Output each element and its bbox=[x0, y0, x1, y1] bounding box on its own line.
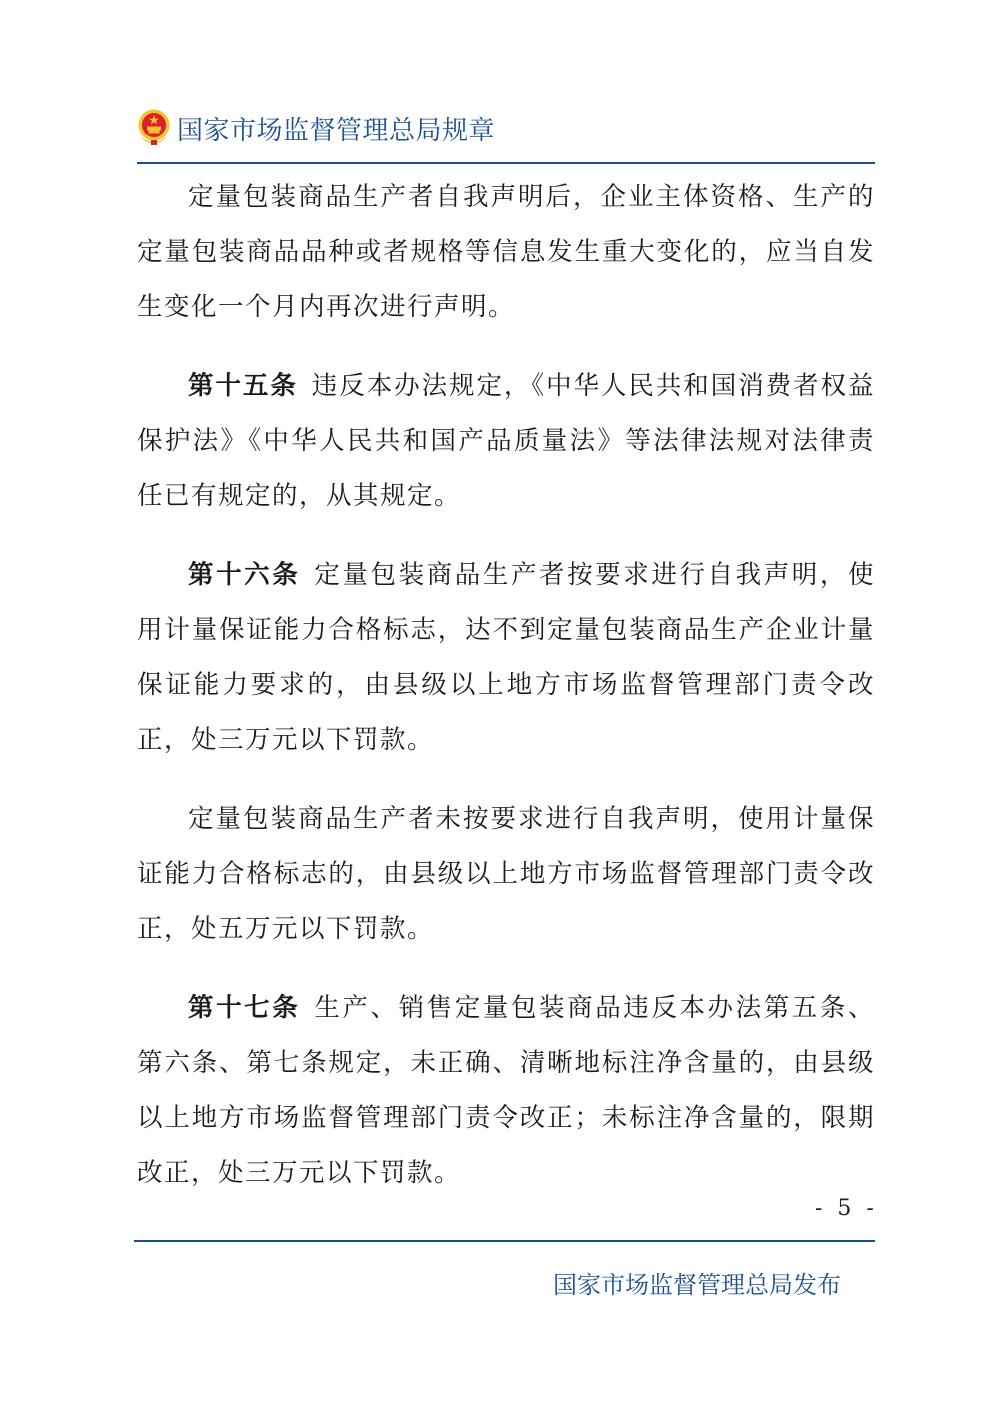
article-number: 第十七条 bbox=[188, 993, 301, 1023]
article-number: 第十六条 bbox=[188, 560, 301, 590]
page-number: - 5 - bbox=[815, 1196, 878, 1221]
paragraph-text: 定量包装商品生产者按要求进行自我声明，使用计量保证能力合格标志，达不到定量包装商品生产企业计量保证能力要求的，由县级以上地方市场监督管理部门责令改正，处三万元以下罚款。 bbox=[137, 560, 875, 755]
article-17 bbox=[137, 981, 875, 1201]
paragraph bbox=[137, 792, 875, 957]
document-body bbox=[137, 170, 875, 1225]
paragraph bbox=[137, 170, 875, 335]
article-16 bbox=[137, 548, 875, 768]
page-header bbox=[137, 104, 875, 160]
footer-publisher: 国家市场监督管理总局发布 bbox=[553, 1271, 841, 1299]
article-15 bbox=[137, 359, 875, 524]
header-divider bbox=[137, 162, 875, 164]
paragraph-text: 违反本办法规定，《中华人民共和国消费者权益保护法》《中华人民共和国产品质量法》等法律法规对法律责任已有规定的，从其规定。 bbox=[137, 371, 875, 511]
article-number: 第十五条 bbox=[188, 371, 298, 401]
footer-divider bbox=[134, 1240, 875, 1242]
header-title: 国家市场监督管理总局规章 bbox=[177, 116, 496, 146]
national-emblem-icon bbox=[137, 108, 171, 146]
paragraph-text: 定量包装商品生产者未按要求进行自我声明，使用计量保证能力合格标志的，由县级以上地方市场监督管理部门责令改正，处五万元以下罚款。 bbox=[137, 804, 875, 944]
paragraph-text: 生产、销售定量包装商品违反本办法第五条、第六条、第七条规定，未正确、清晰地标注净含量的，由县级以上地方市场监督管理部门责令改正；未标注净含量的，限期改正，处三万元以下罚款。 bbox=[137, 993, 875, 1188]
paragraph-text: 定量包装商品生产者自我声明后，企业主体资格、生产的定量包装商品品种或者规格等信息发生重大变化的，应当自发生变化一个月内再次进行声明。 bbox=[137, 182, 875, 322]
